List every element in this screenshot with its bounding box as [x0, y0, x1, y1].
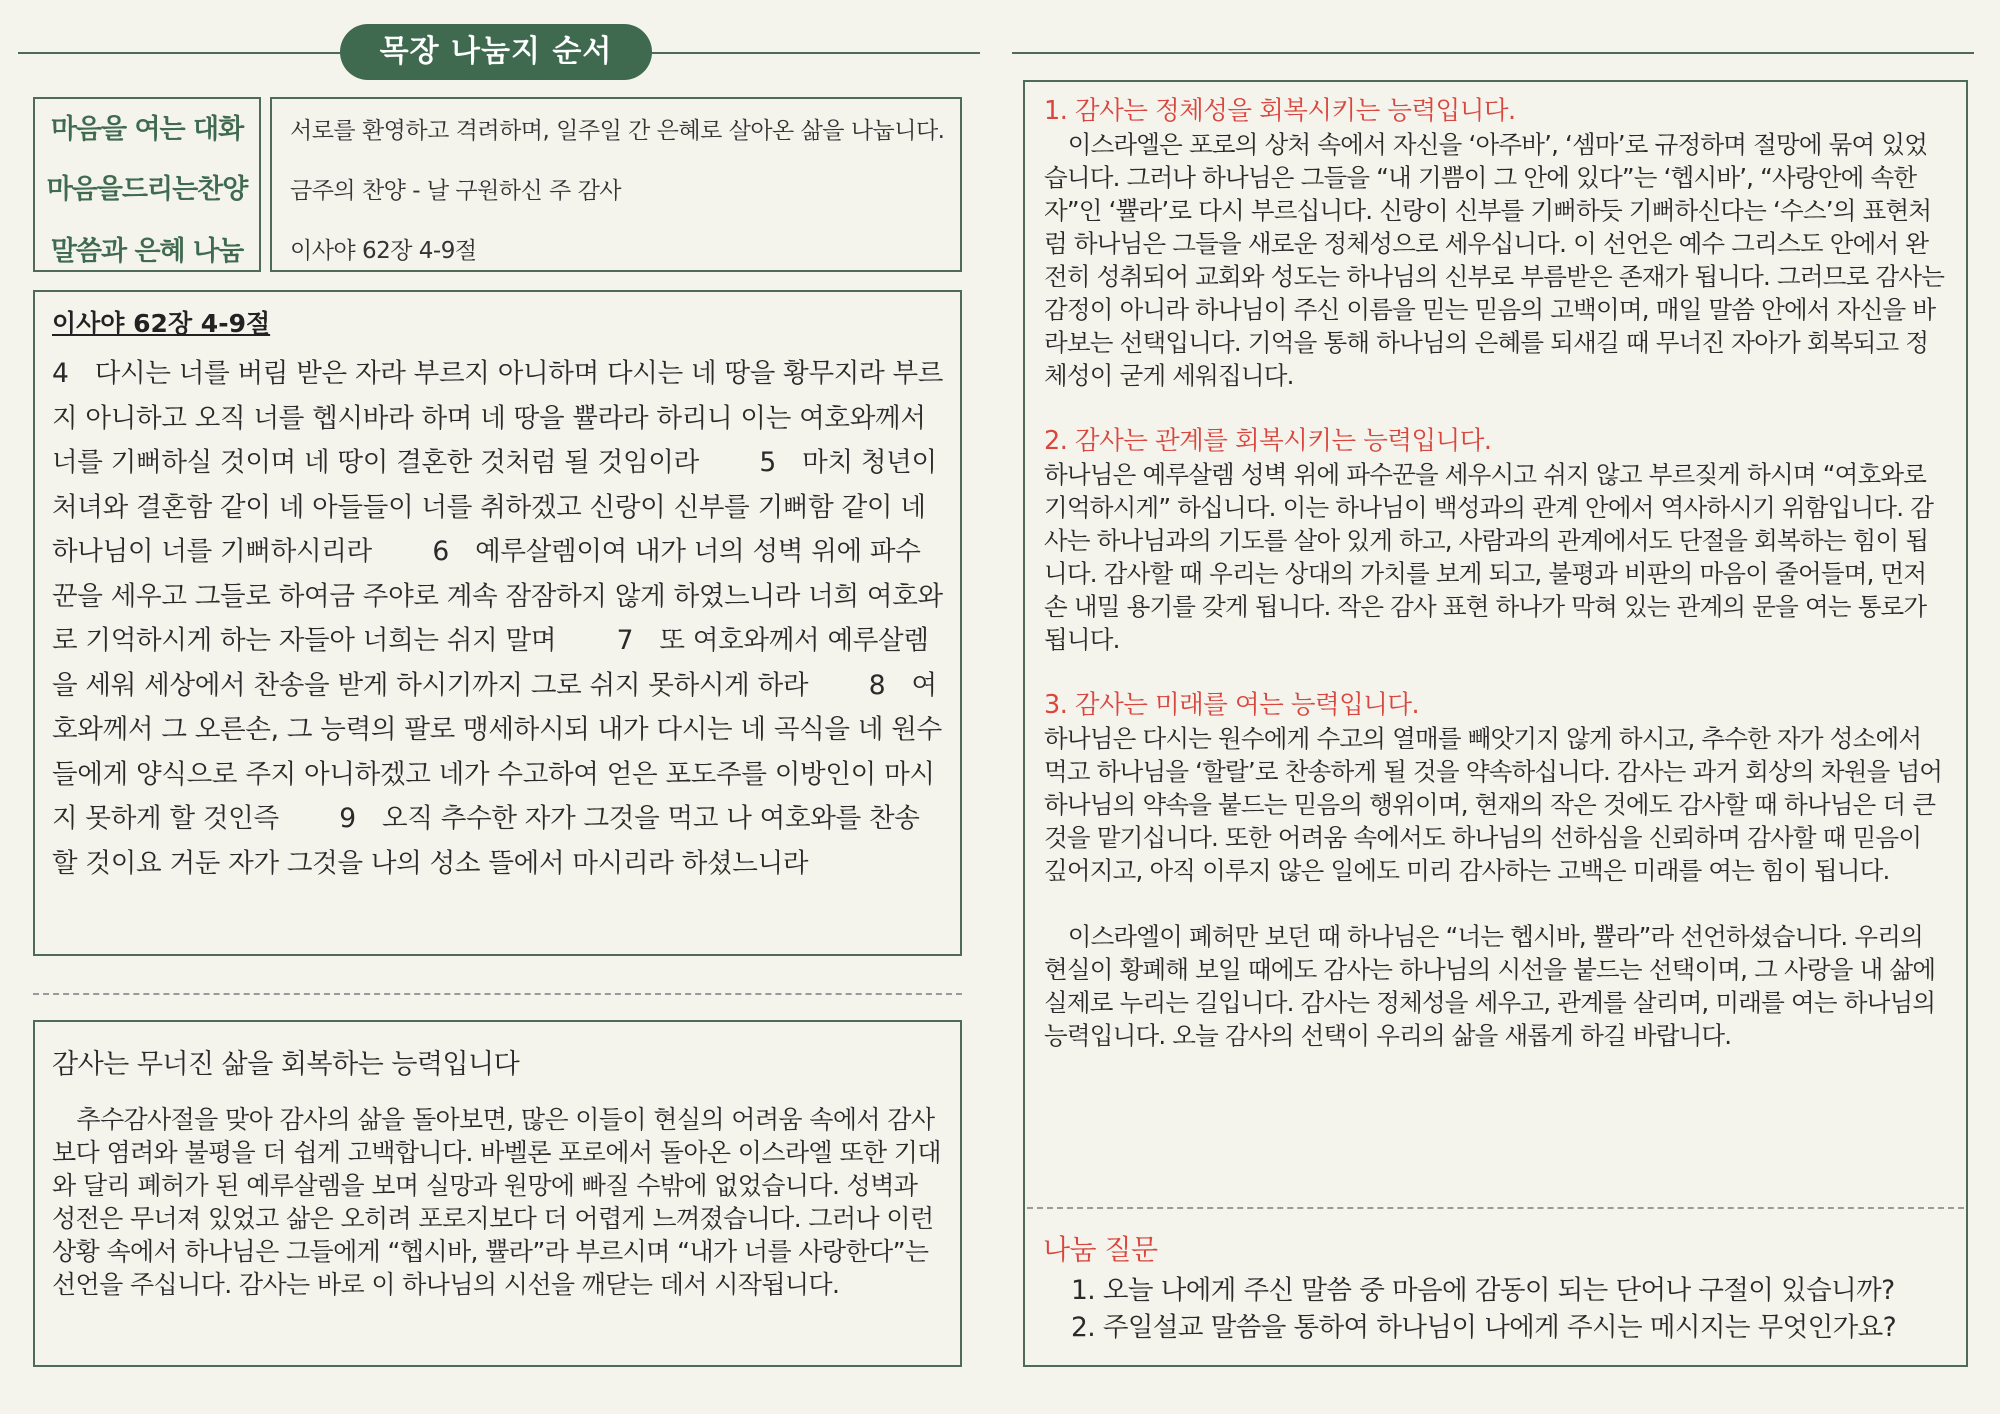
order-label-conversation: 마음을 여는 대화 [50, 114, 244, 145]
scripture-text: 4 다시는 너를 버림 받은 자라 부르지 아니하며 다시는 네 땅을 황무지라 부르지 아니하고 오직 너를 헵시바라 하며 네 땅을 쁄라라 하리니 이는 여호와께서 너를 기뻐하실 것이며 네 땅이 결혼한 것처럼 될 것임이라 5 마치 청년이 처녀와 결혼함 같이 네 아들들이 너를 취하겠고 신랑이 신부를 기뻐함 같이 네 하나님이 너를 기뻐하시리라 6 예루살렘이여 내가 너의 성벽 위에 파수꾼을 세우고 그들로 하여금 주야로 계속 잠잠하지 않게 하였느니라 너희 여호와로 기억하시게 하는 자들아 너희는 쉬지 말며 7 또 여호와께서 예루살렘을 세워 세상에서 찬송을 받게 하시기까지 그로 쉬지 못하시게 하라 8 여호와께서 그 오른손, 그 능력의 팔로 맹세하시되 내가 다시는 네 곡식을 네 원수들에게 양식으로 주지 아니하겠고 네가 수고하여 얻은 포도주를 이방인이 마시지 못하게 할 것인즉 9 오직 추수한 자가 그것을 먹고 나 여호와를 찬송할 것이요 거둔 자가 그것을 나의 성소 뜰에서 마시리라 하셨느니라 [52, 358, 944, 879]
point-2-body: 하나님은 예루살렘 성벽 위에 파수꾼을 세우시고 쉬지 않고 부르짖게 하시며 “여호와로 기억하시게” 하십니다. 이는 하나님이 백성과의 관계 안에서 역사하시기 위함입니다. 감사는 하나님과의 기도를 살아 있게 하고, 사람과의 관계에서도 단절을 회복하는 힘이 됩니다. 감사할 때 우리는 상대의 가치를 보게 되고, 불평과 비판의 마음이 줄어들며, 먼저 손 내밀 용기를 갖게 됩니다. 작은 감사 표현 하나가 막혀 있는 관계의 문을 여는 통로가 됩니다. [1044, 460, 1934, 654]
sermon-box [1023, 80, 1968, 1367]
essay-box [33, 1020, 962, 1367]
questions-section [1043, 1228, 1953, 1346]
page-title: 목장 나눔지 순서 [340, 24, 652, 80]
essay-title: 감사는 무너진 삶을 회복하는 능력입니다 [52, 1049, 520, 1080]
order-label-word-sharing: 말씀과 은혜 나눔 [50, 236, 244, 267]
point-1-heading: 1. 감사는 정체성을 회복시키는 능력입니다. [1044, 96, 1516, 126]
point-3-body: 하나님은 다시는 원수에게 수고의 열매를 빼앗기지 않게 하시고, 추수한 자가 성소에서 먹고 하나님을 ‘할랄’로 찬송하게 될 것을 약속하십니다. 감사는 과거 회상의 차원을 넘어 하나님의 약속을 붙드는 믿음의 행위이며, 현재의 작은 것에도 감사할 때 하나님은 더 큰 것을 맡기십니다. 또한 어려움 속에서도 하나님의 선하심을 신뢰하며 감사할 때 믿음이 깊어지고, 아직 이루지 않은 일에도 미리 감사하는 고백은 미래를 여는 힘이 됩니다. [1044, 724, 1943, 885]
right-divider [1027, 1207, 1964, 1209]
sermon-conclusion: 이스라엘이 폐허만 보던 때 하나님은 “너는 헵시바, 쁄라”라 선언하셨습니다. 우리의 현실이 황폐해 보일 때에도 감사는 하나님의 시선을 붙드는 선택이며, 그 사랑을 내 삶에 실제로 누리는 길입니다. 감사는 정체성을 세우고, 관계를 살리며, 미래를 여는 하나님의 능력입니다. 오늘 감사의 선택이 우리의 삶을 새롭게 하길 바랍니다. [1044, 922, 1936, 1050]
questions-title: 나눔 질문 [1043, 1233, 1158, 1266]
header-rule-left [18, 52, 348, 54]
point-2-heading: 2. 감사는 관계를 회복시키는 능력입니다. [1044, 426, 1492, 456]
order-value-word-sharing: 이사야 62장 4-9절 [290, 238, 477, 264]
order-labels-box [33, 97, 261, 272]
order-value-conversation: 서로를 환영하고 격려하며, 일주일 간 은혜로 살아온 삶을 나눕니다. [290, 118, 945, 144]
header-rule-right-panel [1012, 52, 1974, 54]
scripture-box [33, 290, 962, 956]
point-3-heading: 3. 감사는 미래를 여는 능력입니다. [1044, 690, 1420, 720]
order-values-box [270, 97, 962, 272]
scripture-title: 이사야 62장 4-9절 [52, 309, 271, 338]
question-item: 1. 오늘 나에게 주신 말씀 중 마음에 감동이 되는 단어나 구절이 있습니까? [1071, 1275, 1895, 1306]
order-label-worship: 마음을드리는찬양 [46, 174, 248, 205]
order-value-worship: 금주의 찬양 - 날 구원하신 주 감사 [290, 178, 621, 204]
point-1-body: 이스라엘은 포로의 상처 속에서 자신을 ‘아주바’, ‘셈마’로 규정하며 절망에 묶여 있었습니다. 그러나 하나님은 그들을 “내 기쁨이 그 안에 있다”는 ‘헵시바’, “사랑안에 속한 자”인 ‘쁄라’로 다시 부르십니다. 신랑이 신부를 기뻐하듯 기뻐하신다는 ‘수스’의 표현처럼 하나님은 그들을 새로운 정체성으로 세우십니다. 이 선언은 예수 그리스도 안에서 완전히 성취되어 교회와 성도는 하나님의 신부로 부름받은 존재가 됩니다. 그러므로 감사는 감정이 아니라 하나님이 주신 이름을 믿는 믿음의 고백이며, 매일 말씀 안에서 자신을 바라보는 선택입니다. 기억을 통해 하나님의 은혜를 되새길 때 무너진 자아가 회복되고 정체성이 굳게 세워집니다. [1044, 130, 1945, 390]
question-item: 2. 주일설교 말씀을 통하여 하나님이 나에게 주시는 메시지는 무엇인가요? [1071, 1312, 1897, 1343]
header-rule-right [645, 52, 980, 54]
questions-list [1043, 1272, 1953, 1346]
essay-body: 추수감사절을 맞아 감사의 삶을 돌아보면, 많은 이들이 현실의 어려움 속에서 감사보다 염려와 불평을 더 쉽게 고백합니다. 바벨론 포로에서 돌아온 이스라엘 또한 기대와 달리 폐허가 된 예루살렘을 보며 실망과 원망에 빠질 수밖에 없었습니다. 성벽과 성전은 무너져 있었고 삶은 오히려 포로지보다 더 어렵게 느껴졌습니다. 그러나 이런 상황 속에서 하나님은 그들에게 “헵시바, 쁄라”라 부르시며 “내가 너를 사랑한다”는 선언을 주십니다. 감사는 바로 이 하나님의 시선을 깨닫는 데서 시작됩니다. [52, 1105, 941, 1299]
left-divider [33, 993, 962, 995]
